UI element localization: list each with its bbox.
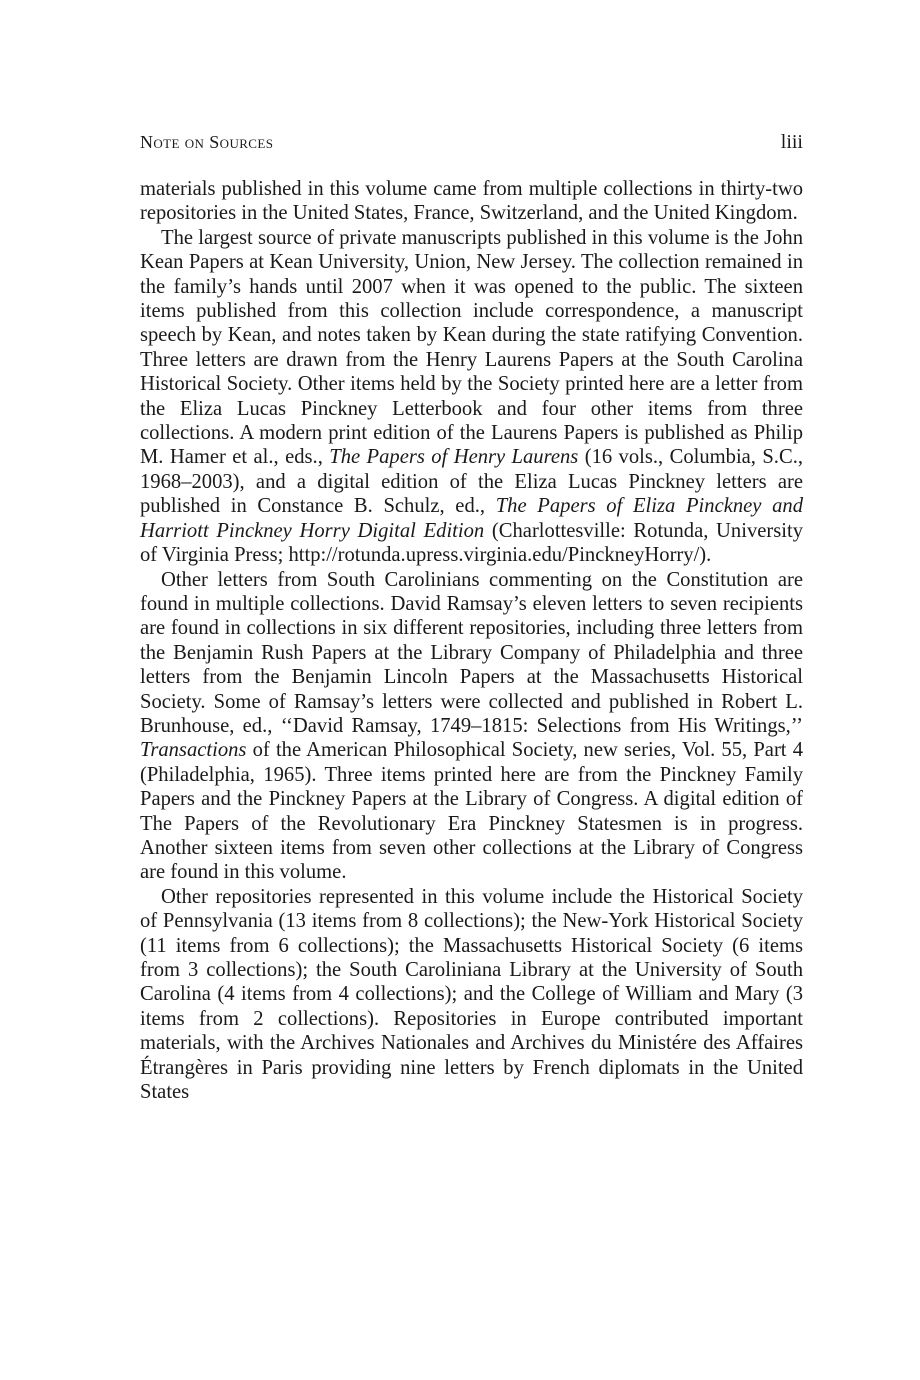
paragraph-text: The largest source of private manuscripts published in this volume is the John Kean Papers at Kean University, Union, New Jersey. The collection remained in the family’s hands until 2007 when it was opened to the public. The sixteen items published from this collection include correspondence, a manuscript speech by Kean, and notes taken by Kean during the state ratifying Convention. Three letters are drawn from the Henry Laurens Papers at the South Carolina Historical Society. Other items held by the Society printed here are a letter from the Eliza Lucas Pinckney Letterbook and four other items from three collections. A modern print edition of the Laurens Papers is published as Philip M. Hamer et al., eds., xyxy=(140,226,803,469)
body-text xyxy=(140,177,803,1104)
paragraph-text: (Charlottesville: Rotunda, University of Virginia Press; http://rotunda.upress.virginia.edu/PinckneyHorry/). xyxy=(140,519,803,567)
paragraph-text: (16 vols., Columbia, S.C., 1968–2003), and a digital edition of the Eliza Lucas Pinckney letters are published in Constance B. Schulz, ed., xyxy=(140,446,803,518)
page-header xyxy=(140,128,803,156)
book-title: The Papers of Eliza Pinckney and Harriott Pinckney Horry Digital Edition xyxy=(140,495,803,542)
paragraph-2 xyxy=(140,226,803,568)
paragraph-4 xyxy=(140,885,803,1105)
paragraph-1 xyxy=(140,177,803,226)
paragraph-text: Other repositories represented in this volume include the Historical Society of Pennsylvania (13 items from 8 collections); the New-York Historical Society (11 items from 6 collections); the Massachusetts Historical Society (6 items from 3 collections); the South Caroliniana Library at the University of South Carolina (4 items from 4 collections); and the College of William and Mary (3 items from 2 collections). Repositories in Europe contributed important materials, with the Archives Nationales and Archives du Ministére des Affaires Étrangères in Paris providing nine letters by French diplomats in the United States xyxy=(140,885,803,1104)
paragraph-text: of the American Philosophical Society, new series, Vol. 55, Part 4 (Philadelphia, 1965). Three items printed here are from the Pinckney Family Papers and the Pinckney Papers at the Library of Congress. A digital edition of The Papers of the Revolutionary Era Pinckney Statesmen is in progress. Another sixteen items from seven other collections at the Library of Congress are found in this volume. xyxy=(140,739,803,884)
paragraph-text: materials published in this volume came from multiple collections in thirty-two repositories in the United States, France, Switzerland, and the United Kingdom. xyxy=(140,178,803,225)
paragraph-3 xyxy=(140,568,803,885)
book-title: The Papers of Henry Laurens xyxy=(329,446,579,469)
page-number: liii xyxy=(780,131,803,153)
running-head: Note on Sources xyxy=(140,132,274,152)
paragraph-text: Other letters from South Carolinians commenting on the Constitution are found in multiple collections. David Ramsay’s eleven letters to seven recipients are found in collections in six different repositories, including three letters from the Benjamin Rush Papers at the Library Company of Philadelphia and three letters from the Benjamin Lincoln Papers at the Massachusetts Historical Society. Some of Ramsay’s letters were collected and published in Robert L. Brunhouse, ed., ‘‘David Ramsay, 1749–1815: Selections from His Writings,’’ xyxy=(140,568,803,737)
journal-title: Transactions xyxy=(140,739,247,762)
